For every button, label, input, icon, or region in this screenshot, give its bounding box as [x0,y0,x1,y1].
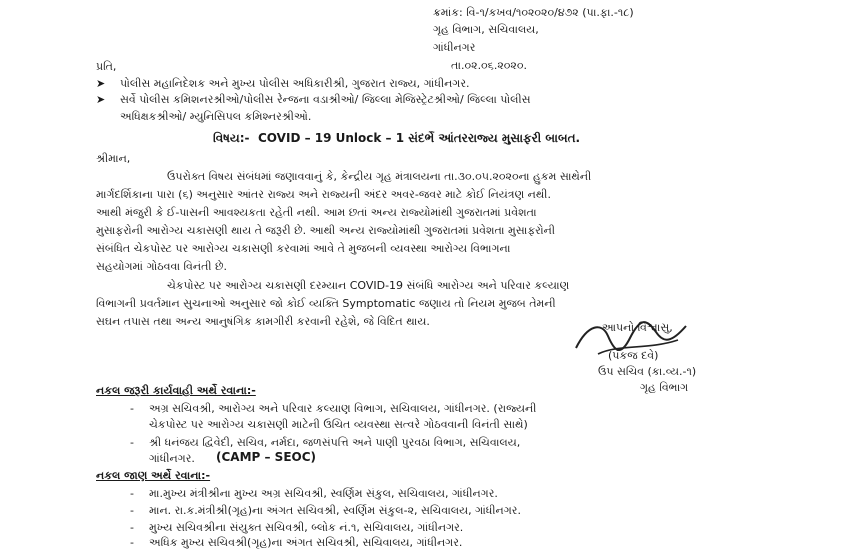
para1-line2: માર્ગદર્શિકાના પારા (૬) અનુસાર આંતર રાજ્ય અને રાજ્યની અંદર અવર-જવર માટે કોઈ નિયંત્રણ નથી. [96,188,551,201]
copy-info-item-2: માન. રા.ક.મંત્રીશ્રી(ગૃહ)ના અંગત સચિવશ્રી, સ્વર્ણિમ સંકુલ-૨, સચિવાલય, ગાંધીનગર. [149,504,521,517]
copy-action-item-1-cont: ચેકપોસ્ટ પર આરોગ્ય ચકાસણી માટેની ઉચિત વ્યવસ્થા સત્વરે ગોઠવવાની વિનંતી સાથે) [149,418,528,431]
copy-info-heading: નકલ જાણ અર્થે રવાના:- [96,469,211,482]
recipient-1: પોલીસ મહાનિદેશક અને મુખ્ય પોલીસ અધિકારીશ્રી, ગુજરાત રાજ્ય, ગાંધીનગર. [120,77,470,90]
para1-line4: મુસાફરોની આરોગ્ય ચકાસણી થાય તે જરૂરી છે. આથી અન્ય રાજ્યોમાંથી ગુજરાતમાં પ્રવેશતા મુસાફરોની [96,224,555,237]
para2-line2: વિભાગની પ્રવર્તમાન સુચનાઓ અનુસાર જો કોઈ વ્યક્તિ Symptomatic જણાય તો નિયમ મુજબ તેમની [96,297,556,310]
reference-number: ક્રમાંક: વિ-૧/કખવ/૧૦૨૦૨૦/૪૭૨ (પા.ફા.-૧૮) [433,6,634,19]
subject-text: COVID – 19 Unlock – 1 સંદર્ભે આંતરરાજ્ય મુસાફરી બાબત. [258,131,581,145]
para1-line5: સંબંધિત ચેકપોસ્ટ પર આરોગ્ય ચકાસણી કરવામાં આવે તે મુજબની વ્યવસ્થા આરોગ્ય વિભાગના [96,242,511,255]
department-name: ગૃહ વિભાગ, સચિવાલય, [433,23,539,36]
salutation: શ્રીમાન, [96,152,131,165]
dash-bullet: - [130,402,134,415]
camp-seoc-label: (CAMP – SEOC) [216,450,317,464]
copy-info-item-1: મા.મુખ્ય મંત્રીશ્રીના મુખ્ય અગ્ર સચિવશ્રી, સ્વર્ણિમ સંકુલ, સચિવાલય, ગાંધીનગર. [149,487,498,500]
letter-date: તા.૦૨.૦૬.૨૦૨૦. [451,59,527,72]
signatory-name: (પંકજ દવે) [608,349,659,362]
subject-label: વિષય:- [213,131,250,145]
copy-action-item-2-cont: ગાંધીનગર. [149,452,195,465]
copy-action-item-2: શ્રી ધનંજય દ્વિવેદી, સચિવ, નર્મદા, જળસંપત્તિ અને પાણી પુરવઠા વિભાગ, સચિવાલય, [149,436,521,449]
dash-bullet: - [130,504,134,517]
dash-bullet: - [130,536,134,549]
to-label: પ્રતિ, [96,60,117,73]
arrow-bullet-icon: ➤ [96,77,106,90]
dash-bullet: - [130,521,134,534]
signature-closing: આપનો વિશ્વાસુ, [602,321,673,334]
copy-info-item-4: અધિક મુખ્ય સચિવશ્રી(ગૃહ)ના અંગત સચિવશ્રી, સચિવાલય, ગાંધીનગર. [149,536,463,549]
arrow-bullet-icon: ➤ [96,93,106,106]
signatory-department: ગૃહ વિભાગ [640,381,689,394]
signatory-designation: ઉપ સચિવ (કા.વ્ય.-૧) [598,365,697,378]
dash-bullet: - [130,436,134,449]
recipient-2: સર્વે પોલીસ કમિશનરશ્રીઓ/પોલીસ રેન્જના વડાશ્રીઓ/ જિલ્લા મેજિસ્ટ્રેટશ્રીઓ/ જિલ્લા પોલીસ [120,93,531,106]
para1-line6: સહયોગમાં ગોઠવવા વિનંતી છે. [96,260,228,273]
para1-line1: ઉપરોક્ત વિષય સંબંધમાં જણાવવાનું કે, કેન્દ્રીય ગૃહ મંત્રાલયના તા.૩૦.૦૫.૨૦૨૦ના હુકમ સાથેની [167,170,592,183]
copy-info-item-3: મુખ્ય સચિવશ્રીના સંયુક્ત સચિવશ્રી, બ્લોક નં.૧, સચિવાલય, ગાંધીનગર. [149,521,464,534]
copy-action-heading: નકલ જરૂરી કાર્યવાહી અર્થે રવાના:- [96,384,256,397]
recipient-2-cont: અધિક્ષકશ્રીઓ/ મ્યુનિસિપલ કમિશ્નરશ્રીઓ. [120,110,312,123]
para2-line3: સઘન તપાસ તથા અન્ય આનુષંગિક કામગીરી કરવાની રહેશે, જે વિદિત થાય. [96,315,430,328]
para1-line3: આથી મંજુરી કે ઈ-પાસની આવશ્યકતા રહેતી નથી. આમ છતાં અન્ય રાજ્યોમાંથી ગુજરાતમાં પ્રવેશતા [96,206,537,219]
dash-bullet: - [130,487,134,500]
copy-action-item-1: અગ્ર સચિવશ્રી, આરોગ્ય અને પરિવાર કલ્યાણ વિભાગ, સચિવાલય, ગાંધીનગર. (રાજ્યની [149,402,537,415]
para2-line1: ચેકપોસ્ટ પર આરોગ્ય ચકાસણી દરમ્યાન COVID-19 સંબંધિ આરોગ્ય અને પરિવાર કલ્યાણ [167,279,570,292]
city-name: ગાંધીનગર [433,41,476,54]
